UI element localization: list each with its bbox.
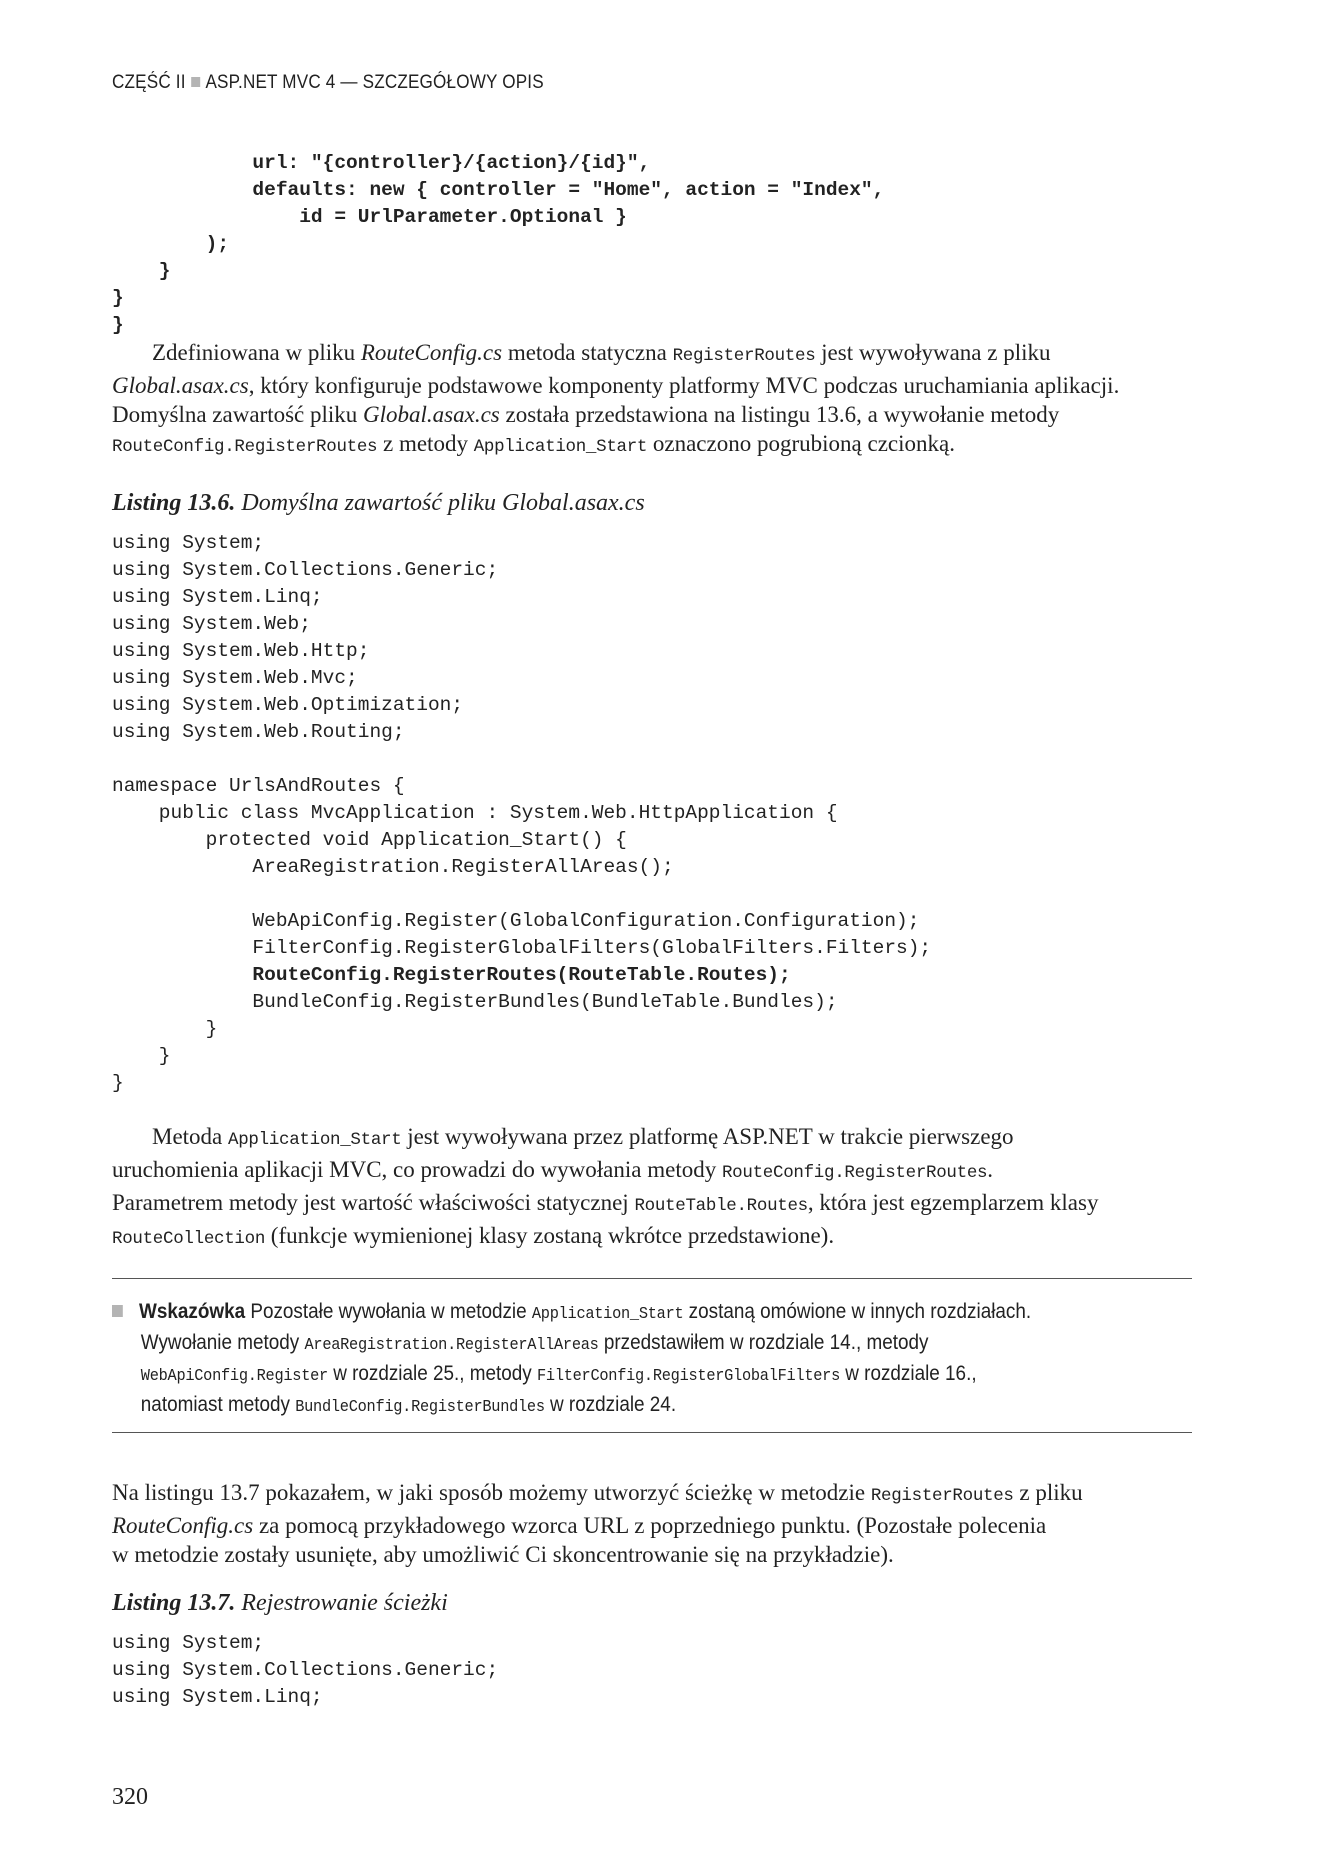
code-line: } — [112, 287, 124, 309]
text-segment: , która jest egzemplarzem klasy — [807, 1190, 1099, 1215]
code-line: WebApiConfig.Register(GlobalConfiguration.Configuration); — [112, 910, 920, 932]
listing-13-7-code — [112, 1630, 498, 1711]
code-line: namespace UrlsAndRoutes { — [112, 775, 405, 797]
text-segment: przedstawiłem w rozdziale 14., metody — [598, 1331, 929, 1354]
inline-code: RegisterRoutes — [870, 1486, 1014, 1506]
text-segment: jest wywoływana z pliku — [815, 340, 1051, 365]
code-line: protected void Application_Start() { — [112, 829, 627, 851]
code-line: } — [112, 1045, 171, 1067]
running-header — [112, 72, 544, 94]
text-segment: Domyślna zawartość pliku — [112, 402, 364, 427]
text-line — [112, 400, 1212, 429]
inline-code: RouteCollection — [112, 1229, 266, 1249]
text-segment: natomiast metody — [140, 1393, 296, 1416]
text-segment: Na listingu 13.7 pokazałem, w jaki sposób możemy utworzyć ścieżkę w metodzie — [112, 1480, 871, 1505]
tip-square-icon — [112, 1305, 123, 1317]
header-part: CZĘŚĆ II — [112, 72, 186, 93]
text-segment: Zdefiniowana w pliku — [152, 340, 361, 365]
text-line — [112, 1298, 1093, 1329]
code-line: public class MvcApplication : System.Web.HttpApplication { — [112, 802, 838, 824]
tip-top-rule — [112, 1278, 1192, 1279]
inline-code: Application_Start — [228, 1130, 402, 1150]
text-segment: , który konfiguruje podstawowe komponenty platformy MVC podczas uruchamiania aplikacji. — [248, 373, 1120, 398]
text-line — [112, 1511, 1212, 1540]
code-line: RouteConfig.RegisterRoutes(RouteTable.Routes); — [112, 964, 791, 986]
code-line: using System.Web.Optimization; — [112, 694, 464, 716]
inline-code: AreaRegistration.RegisterAllAreas — [304, 1336, 599, 1355]
code-fragment-top — [112, 150, 884, 339]
code-line: using System.Linq; — [112, 1686, 323, 1708]
inline-code: RouteTable.Routes — [634, 1196, 808, 1216]
text-line — [112, 1221, 1212, 1254]
listing-13-6-caption — [112, 490, 645, 517]
paragraph-3 — [112, 1478, 1212, 1569]
code-line: FilterConfig.RegisterGlobalFilters(GlobalFilters.Filters); — [112, 937, 932, 959]
text-segment: Parametrem metody jest wartość właściwości statycznej — [112, 1190, 635, 1215]
text-segment: z pliku — [1013, 1480, 1083, 1505]
code-line: url: "{controller}/{action}/{id}", — [112, 152, 651, 174]
text-segment: została przedstawiona na listingu 13.6, a wywołanie metody — [499, 402, 1060, 427]
code-line: id = UrlParameter.Optional } — [112, 206, 627, 228]
text-line — [112, 1155, 1212, 1188]
file-name: RouteConfig.cs — [112, 1513, 254, 1538]
code-line: defaults: new { controller = "Home", action = "Index", — [112, 179, 885, 201]
text-segment: metoda statyczna — [502, 340, 673, 365]
text-segment: jest wywoływana przez platformę ASP.NET w trakcie pierwszego — [401, 1124, 1014, 1149]
tip-bottom-rule — [112, 1432, 1192, 1433]
paragraph-2 — [112, 1122, 1212, 1254]
listing-label: Listing 13.7. — [112, 1590, 236, 1616]
text-line — [112, 429, 1212, 462]
header-square-icon — [191, 77, 200, 87]
text-line — [112, 1360, 1093, 1391]
text-segment: zostaną omówione w innych rozdziałach. — [683, 1300, 1032, 1323]
inline-code: RouteConfig.RegisterRoutes — [112, 437, 378, 457]
text-segment: uruchomienia aplikacji MVC, co prowadzi do wywołania metody — [112, 1157, 722, 1182]
inline-code: RegisterRoutes — [672, 346, 816, 366]
header-title: ASP.NET MVC 4 — SZCZEGÓŁOWY OPIS — [205, 72, 544, 93]
paragraph-1 — [112, 338, 1212, 462]
code-line: using System.Web.Http; — [112, 640, 370, 662]
code-line: using System; — [112, 532, 265, 554]
code-line: AreaRegistration.RegisterAllAreas(); — [112, 856, 674, 878]
text-segment: w metodzie zostały usunięte, aby umożliwić Ci skoncentrowanie się na przykładzie). — [112, 1542, 894, 1567]
text-line — [112, 1188, 1212, 1221]
listing-13-6-code — [112, 530, 931, 1097]
file-name: RouteConfig.cs — [360, 340, 503, 365]
inline-code: BundleConfig.RegisterBundles — [295, 1398, 545, 1417]
file-name: Global.asax.cs — [363, 402, 500, 427]
page-number: 320 — [112, 1784, 148, 1810]
inline-code: FilterConfig.RegisterGlobalFilters — [536, 1367, 841, 1386]
code-line: using System.Linq; — [112, 586, 323, 608]
text-segment: w rozdziale 25., metody — [327, 1362, 537, 1385]
inline-code: WebApiConfig.Register — [140, 1367, 328, 1386]
text-line — [112, 1391, 1093, 1422]
text-segment: z metody — [377, 431, 474, 456]
text-segment: w rozdziale 24. — [544, 1393, 677, 1416]
code-line: using System.Web.Routing; — [112, 721, 405, 743]
listing-label: Listing 13.6. — [112, 490, 236, 516]
text-line — [112, 1478, 1212, 1511]
text-segment: za pomocą przykładowego wzorca URL z poprzedniego punktu. (Pozostałe polecenia — [253, 1513, 1047, 1538]
code-line: using System; — [112, 1632, 265, 1654]
inline-code: Application_Start — [473, 437, 648, 457]
listing-13-7-caption — [112, 1590, 448, 1617]
listing-title: Domyślna zawartość pliku Global.asax.cs — [241, 490, 645, 516]
text-line — [112, 338, 1212, 371]
text-segment: Pozostałe wywołania w metodzie — [245, 1300, 532, 1323]
code-line: } — [112, 1072, 124, 1094]
code-line: using System.Collections.Generic; — [112, 559, 499, 581]
text-segment: oznaczono pogrubioną czcionką. — [647, 431, 955, 456]
tip-box — [112, 1298, 1202, 1422]
inline-code: Application_Start — [531, 1305, 684, 1324]
text-segment: . — [987, 1157, 993, 1182]
text-segment: Wywołanie metody — [140, 1331, 305, 1354]
code-line — [112, 881, 931, 908]
code-line: ); — [112, 233, 230, 255]
code-line: } — [112, 260, 171, 282]
file-name: Global.asax.cs — [112, 373, 249, 398]
code-line — [112, 746, 931, 773]
text-segment: w rozdziale 16., — [840, 1362, 977, 1385]
text-line — [112, 1329, 1093, 1360]
inline-code: RouteConfig.RegisterRoutes — [721, 1163, 988, 1183]
code-line: BundleConfig.RegisterBundles(BundleTable.Bundles); — [112, 991, 838, 1013]
text-line — [112, 1122, 1212, 1155]
text-line — [112, 371, 1212, 400]
code-line: using System.Web; — [112, 613, 311, 635]
code-line: using System.Collections.Generic; — [112, 1659, 499, 1681]
code-line: } — [112, 314, 124, 336]
text-segment: (funkcje wymienionej klasy zostaną wkrótce przedstawione). — [265, 1223, 835, 1248]
code-line: using System.Web.Mvc; — [112, 667, 358, 689]
text-segment: Metoda — [152, 1124, 229, 1149]
code-line: } — [112, 1018, 218, 1040]
tip-label: Wskazówka — [139, 1300, 246, 1323]
listing-title: Rejestrowanie ścieżki — [241, 1590, 448, 1616]
